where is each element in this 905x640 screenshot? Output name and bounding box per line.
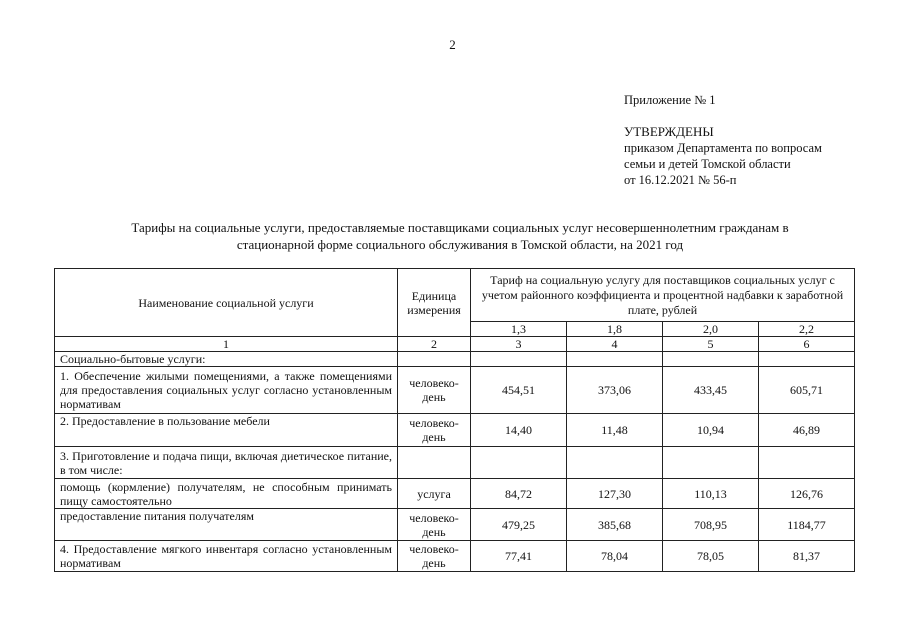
tariff-value: 385,68 [567, 509, 663, 541]
column-number: 6 [759, 337, 855, 352]
tariff-value: 81,37 [759, 541, 855, 572]
service-name: предоставление питания получателям [55, 509, 398, 541]
tariff-value: 14,40 [471, 414, 567, 447]
header-coefficient: 2,0 [663, 322, 759, 337]
tariff-value: 77,41 [471, 541, 567, 572]
table-row [55, 447, 855, 479]
tariff-value: 127,30 [567, 479, 663, 509]
section-row [55, 352, 855, 367]
approval-block [624, 92, 822, 188]
document-title [60, 219, 860, 253]
tariff-value: 110,13 [663, 479, 759, 509]
tariff-value: 84,72 [471, 479, 567, 509]
table-row [55, 414, 855, 447]
service-unit: человеко-день [398, 509, 471, 541]
column-number: 3 [471, 337, 567, 352]
tariff-value: 11,48 [567, 414, 663, 447]
appendix-label: Приложение № 1 [624, 93, 716, 107]
column-number: 1 [55, 337, 398, 352]
service-name: 2. Предоставление в пользование мебели [55, 414, 398, 447]
column-number: 4 [567, 337, 663, 352]
tariff-value [663, 447, 759, 479]
tariff-value: 126,76 [759, 479, 855, 509]
tariff-value: 46,89 [759, 414, 855, 447]
service-unit [398, 447, 471, 479]
approval-line-3: от 16.12.2021 № 56-п [624, 173, 737, 187]
header-unit-line-2: измерения [407, 302, 461, 317]
section-title: Социально-бытовые услуги: [55, 352, 398, 367]
service-name: 3. Приготовление и подача пищи, включая диетическое питание, в том числе: [55, 447, 398, 479]
tariff-value: 605,71 [759, 367, 855, 414]
tariff-value: 78,04 [567, 541, 663, 572]
title-line-1: Тарифы на социальные услуги, предоставляемые поставщиками социальных услуг несовершеннолетним гражданам в [131, 220, 789, 235]
page-number: 2 [449, 37, 456, 52]
header-service-name: Наименование социальной услуги [55, 269, 398, 337]
service-unit: человеко-день [398, 414, 471, 447]
service-unit: человеко-день [398, 367, 471, 414]
spacer [624, 108, 822, 124]
header-coefficient: 2,2 [759, 322, 855, 337]
title-line-2: стационарной форме социального обслуживания в Томской области, на 2021 год [236, 237, 684, 252]
table-row [55, 509, 855, 541]
header-unit-line-1: Единица [411, 288, 457, 303]
table-row [55, 541, 855, 572]
tariff-value: 373,06 [567, 367, 663, 414]
tariff-value: 10,94 [663, 414, 759, 447]
approved-label: УТВЕРЖДЕНЫ [624, 124, 714, 139]
service-unit: услуга [398, 479, 471, 509]
tariff-value [567, 447, 663, 479]
tariff-value [759, 447, 855, 479]
approval-line-2: семьи и детей Томской области [624, 157, 791, 171]
tariff-value: 479,25 [471, 509, 567, 541]
service-name: 1. Обеспечение жилыми помещениями, а также помещениями для предоставления социальных услуг согласно установленным нормативам [55, 367, 398, 414]
approval-line-1: приказом Департамента по вопросам [624, 141, 822, 155]
service-name: помощь (кормление) получателям, не способным принимать пищу самостоятельно [55, 479, 398, 509]
header-coefficient: 1,8 [567, 322, 663, 337]
tariff-table [54, 268, 855, 572]
tariff-value [471, 447, 567, 479]
tariff-value: 433,45 [663, 367, 759, 414]
table-row [55, 479, 855, 509]
service-name: 4. Предоставление мягкого инвентаря согласно установленным нормативам [55, 541, 398, 572]
header-coefficient: 1,3 [471, 322, 567, 337]
service-unit: человеко-день [398, 541, 471, 572]
tariff-value: 78,05 [663, 541, 759, 572]
header-tariff: Тариф на социальную услугу для поставщиков социальных услуг с учетом районного коэффициента и процентной надбавки к заработной плате, рублей [471, 269, 855, 322]
column-number: 2 [398, 337, 471, 352]
column-number: 5 [663, 337, 759, 352]
tariff-value: 708,95 [663, 509, 759, 541]
tariff-value: 1184,77 [759, 509, 855, 541]
tariff-value: 454,51 [471, 367, 567, 414]
table-row [55, 367, 855, 414]
header-unit [398, 269, 471, 337]
